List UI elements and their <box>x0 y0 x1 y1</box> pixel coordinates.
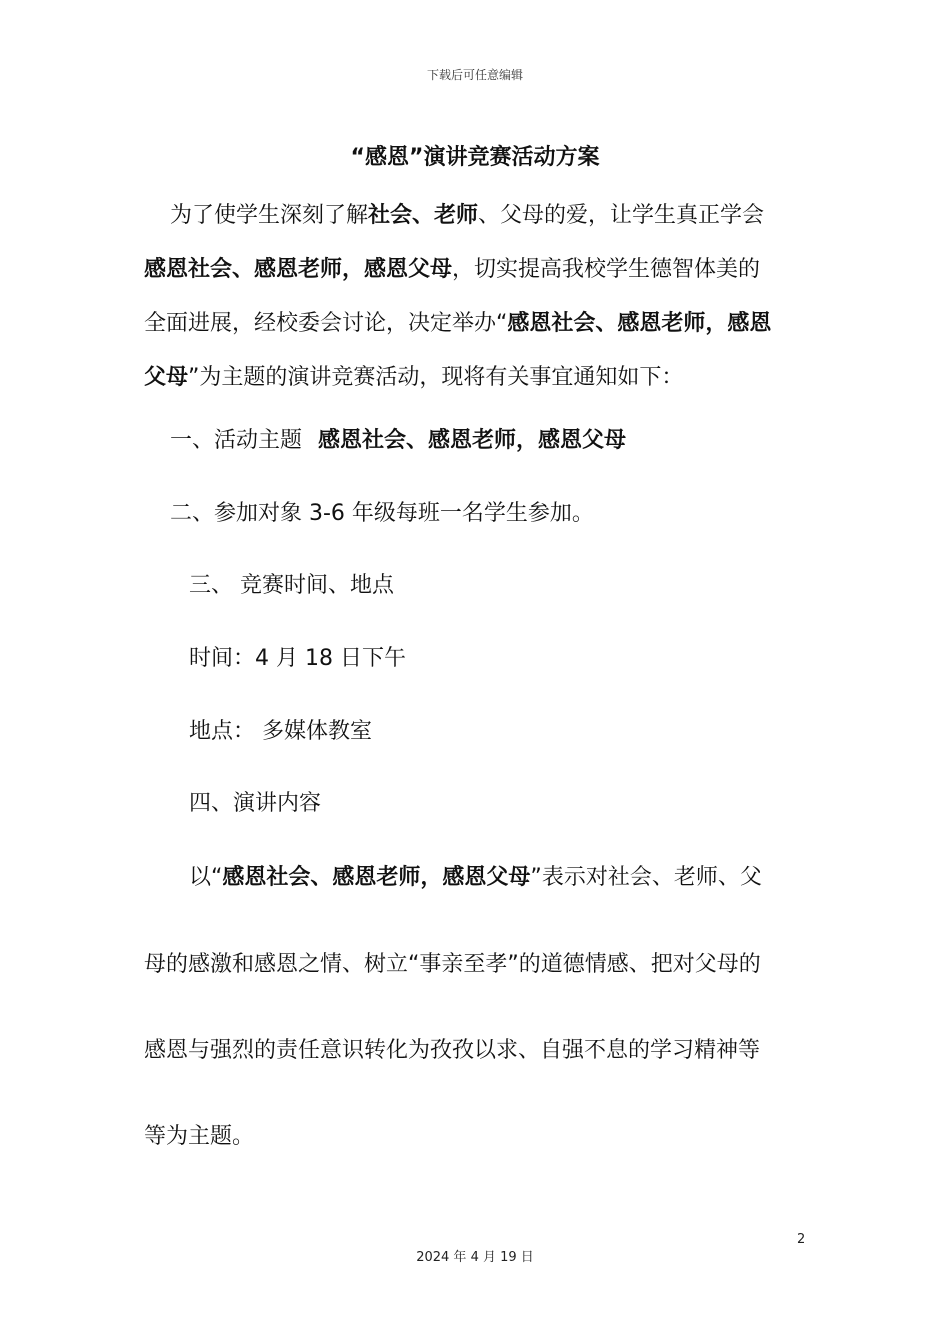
intro-text: ，切实提高我校学生德智体美的 <box>452 257 761 282</box>
event-time: 时间：4 月 18 日下午 <box>189 646 406 671</box>
page-header: 下载后可任意编辑 <box>426 68 523 82</box>
section-participants: 二、参加对象 3-6 年级每班一名学生参加。 <box>170 501 594 526</box>
intro-emphasis: 感恩社会、感恩老师，感恩 <box>507 311 772 336</box>
intro-text: 、父母的爱，让学生真正学会 <box>478 203 765 228</box>
intro-line-1 <box>170 201 764 231</box>
section-theme <box>170 426 626 456</box>
page-footer-date: 2024 年 4 月 19 日 <box>416 1250 534 1265</box>
intro-text: 为了使学生深刻了解 <box>170 203 369 228</box>
content-line-4: 等为主题。 <box>144 1124 255 1149</box>
content-line-2: 母的感激和感恩之情、树立“事亲至孝”的道德情感、把对父母的 <box>144 952 761 977</box>
intro-emphasis: 父母 <box>144 365 189 390</box>
intro-line-2 <box>144 255 760 285</box>
content-text: ”表示对社会、老师、父 <box>530 865 762 890</box>
intro-emphasis: 感恩社会、感恩老师，感恩父母 <box>144 257 453 282</box>
content-emphasis: 感恩社会、感恩老师，感恩父母 <box>222 865 531 890</box>
section-label: 一、活动主题 <box>170 428 303 453</box>
event-place: 地点： 多媒体教室 <box>189 719 372 744</box>
section-content: 四、演讲内容 <box>189 791 322 816</box>
page-number: 2 <box>797 1232 806 1247</box>
intro-line-3 <box>144 309 771 339</box>
intro-emphasis: 社会、老师 <box>368 203 479 228</box>
content-line-3: 感恩与强烈的责任意识转化为孜孜以求、自强不息的学习精神等 <box>144 1038 761 1063</box>
content-text: 以“ <box>189 865 223 890</box>
content-line-1 <box>189 863 762 893</box>
section-theme-value: 感恩社会、感恩老师，感恩父母 <box>318 428 627 453</box>
intro-line-4 <box>144 363 683 393</box>
document-title: “感恩”演讲竞赛活动方案 <box>350 145 600 170</box>
intro-text: ”为主题的演讲竞赛活动，现将有关事宜通知如下： <box>188 365 684 390</box>
section-time-place: 三、 竞赛时间、地点 <box>189 573 394 598</box>
intro-text: 全面进展，经校委会讨论，决定举办“ <box>144 311 508 336</box>
